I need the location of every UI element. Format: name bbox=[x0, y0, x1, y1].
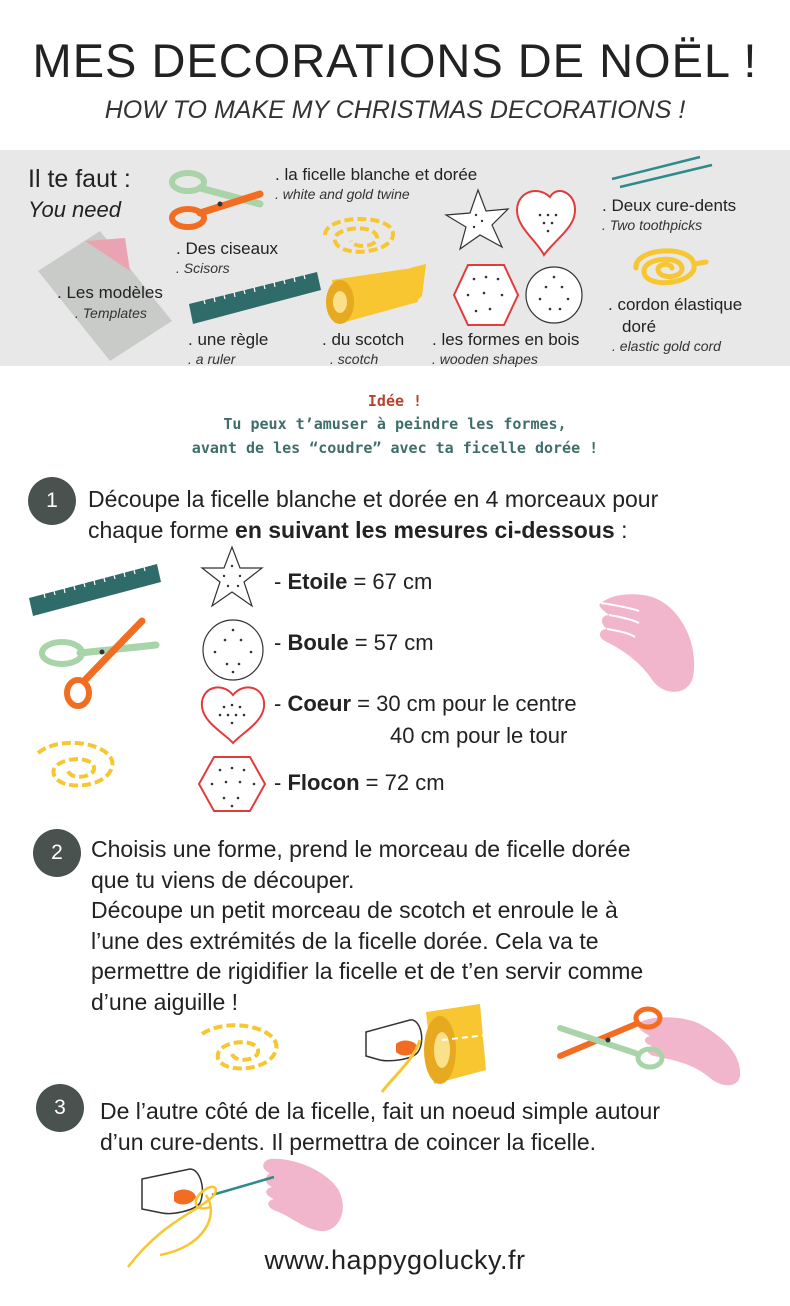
idea-title: Idée ! bbox=[367, 392, 423, 410]
measure-prefix: - bbox=[274, 630, 288, 655]
step-text-line: Découpe un petit morceau de scotch et enroule le à bbox=[91, 897, 618, 923]
step-text-line: De l’autre côté de la ficelle, fait un noeud simple autour bbox=[100, 1098, 660, 1124]
material-label-en: . Templates bbox=[75, 305, 147, 321]
snowflake-shape-icon bbox=[196, 754, 268, 814]
measure-name: Flocon bbox=[287, 770, 360, 795]
twine-icon bbox=[315, 205, 405, 265]
step-text-span: chaque forme bbox=[88, 516, 236, 543]
step-text-line: d’un cure-dents. Il permettra de coincer la ficelle. bbox=[100, 1128, 597, 1155]
measure-name: Boule bbox=[287, 630, 349, 655]
step-number: 1 bbox=[28, 477, 76, 525]
twine-icon bbox=[32, 735, 122, 795]
step-text-bold: en suivant les mesures ci-dessous bbox=[235, 516, 615, 543]
measure-heart bbox=[274, 691, 577, 717]
idea-text: avant de les “coudre” avec ta ficelle dorée ! bbox=[191, 439, 599, 457]
measure-name: Coeur bbox=[287, 691, 352, 716]
step-text-line bbox=[88, 515, 658, 546]
star-shape-icon bbox=[198, 544, 266, 612]
measure-snowflake bbox=[274, 770, 445, 796]
tape-wrapping-icon bbox=[362, 1000, 502, 1095]
material-label-fr: . Deux cure-dents bbox=[602, 196, 737, 215]
gold-cord-icon bbox=[628, 238, 708, 294]
ruler-icon bbox=[27, 560, 163, 620]
step-text-line: Découpe la ficelle blanche et dorée en 4 morceaux pour bbox=[88, 486, 659, 512]
step-text bbox=[88, 484, 658, 545]
step-text bbox=[100, 1096, 660, 1157]
toothpicks-icon bbox=[608, 155, 718, 191]
ruler-icon bbox=[185, 268, 323, 328]
measure-name: Etoile bbox=[287, 569, 348, 594]
wooden-shapes-icon bbox=[440, 185, 610, 335]
materials-heading-en: You need bbox=[28, 197, 121, 222]
measure-heart-extra: 40 cm pour le tour bbox=[390, 723, 568, 748]
ball-shape-icon bbox=[201, 618, 265, 682]
material-label-fr: . Les modèles bbox=[57, 283, 163, 302]
idea-text: Tu peux t’amuser à peindre les formes, bbox=[223, 415, 567, 433]
measure-prefix: - bbox=[274, 770, 288, 795]
measure-value: = 72 cm bbox=[359, 770, 445, 795]
measure-value: = 57 cm bbox=[348, 630, 434, 655]
material-label-fr: . une règle bbox=[188, 330, 269, 349]
step-text-line: Choisis une forme, prend le morceau de ficelle dorée bbox=[91, 836, 631, 862]
material-label-en: . a ruler bbox=[188, 351, 236, 367]
material-label-en: . scotch bbox=[330, 351, 379, 367]
heart-shape-icon bbox=[198, 683, 268, 745]
website-link[interactable]: www.happygolucky.fr bbox=[264, 1245, 526, 1275]
material-label-en: . Scisors bbox=[176, 260, 230, 276]
material-label-en: . wooden shapes bbox=[432, 351, 538, 367]
step-number: 3 bbox=[36, 1084, 84, 1132]
step-text-line: l’une des extrémités de la ficelle dorée. Cela va te bbox=[91, 927, 599, 954]
step-text-span: : bbox=[614, 516, 628, 543]
measure-prefix: - bbox=[274, 691, 288, 716]
material-label-fr: . cordon élastique bbox=[608, 295, 743, 314]
materials-heading-fr: Il te faut : bbox=[28, 165, 131, 193]
step-text-line: d’une aiguille ! bbox=[91, 988, 239, 1015]
measure-ball bbox=[274, 630, 434, 656]
step-number: 2 bbox=[33, 829, 81, 877]
step-text-line: que tu viens de découper. bbox=[91, 866, 355, 893]
material-label-en: . Two toothpicks bbox=[602, 217, 703, 233]
material-label-fr: doré bbox=[622, 317, 657, 336]
scissors-hand-icon bbox=[556, 1002, 746, 1088]
measure-prefix: - bbox=[274, 569, 288, 594]
step-text-line: permettre de rigidifier la ficelle et de t’en servir comme bbox=[91, 958, 644, 984]
scissors-icon bbox=[168, 168, 268, 234]
material-label-fr: . Des ciseaux bbox=[176, 239, 279, 258]
material-label-en: . white and gold twine bbox=[275, 186, 410, 202]
material-label-fr: . les formes en bois bbox=[432, 330, 580, 349]
hand-icon bbox=[595, 585, 705, 700]
step-text bbox=[91, 834, 643, 1017]
twine-icon bbox=[196, 1018, 286, 1078]
material-label-fr: . du scotch bbox=[322, 330, 405, 349]
scissors-icon bbox=[40, 615, 160, 710]
measure-value: = 67 cm bbox=[347, 569, 433, 594]
page-subtitle: HOW TO MAKE MY CHRISTMAS DECORATIONS ! bbox=[104, 96, 686, 124]
tape-icon bbox=[322, 262, 428, 332]
measure-value: = 30 cm pour le centre bbox=[351, 691, 577, 716]
page-title: MES DECORATIONS DE NOËL ! bbox=[32, 34, 758, 87]
material-label-en: . elastic gold cord bbox=[612, 338, 721, 354]
measure-star bbox=[274, 569, 432, 595]
material-label-fr: . la ficelle blanche et dorée bbox=[275, 165, 478, 184]
